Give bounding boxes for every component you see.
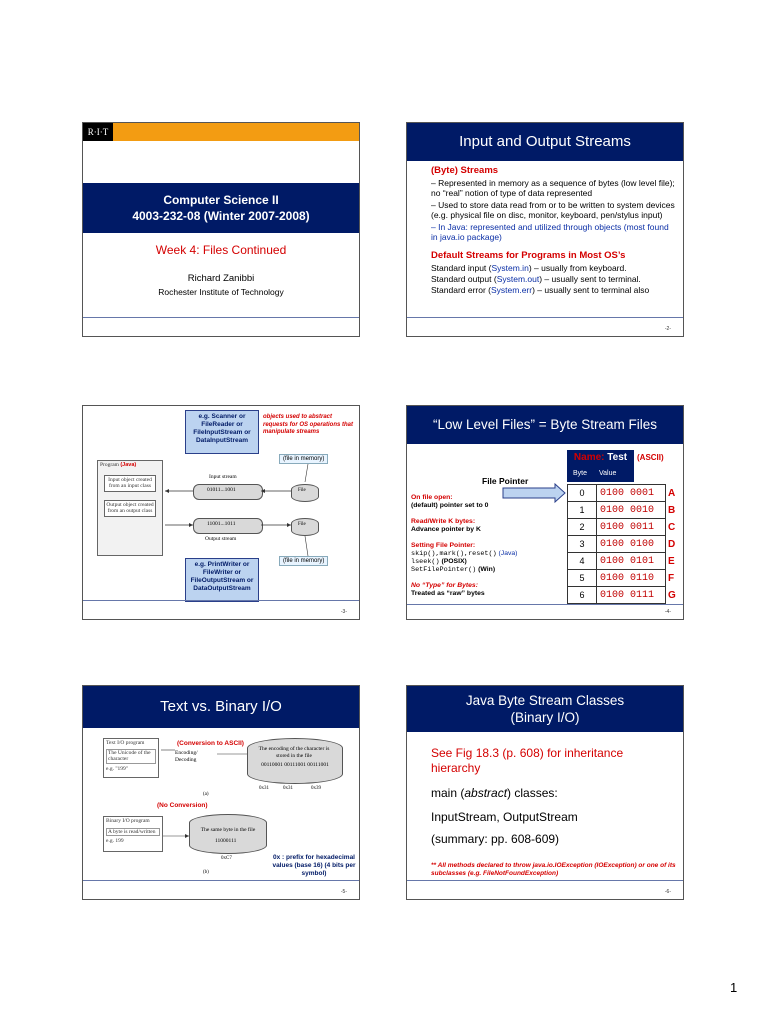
byte-index: 5	[568, 570, 597, 587]
note-heading: Setting File Pointer:	[411, 542, 476, 549]
byte-table	[567, 484, 679, 604]
byte-value: 0100 0101	[597, 553, 666, 570]
hex-value: 0x31	[283, 786, 293, 791]
file-label: File	[298, 488, 306, 493]
file-name-header: Name: Test	[567, 450, 634, 466]
output-stream-label: Output stream	[205, 536, 237, 542]
byte-index: 2	[568, 519, 597, 536]
bullet: – Used to store data read from or to be written to system devices (e.g. physical file on disc, monitor, keyboard, pen/stylus input)	[431, 200, 675, 220]
text-io-box: Text I/O program The Unicode of the character e.g. "199"	[103, 738, 159, 778]
slide-footer	[407, 317, 683, 336]
slide-footer	[407, 880, 683, 899]
file-in-memory-label: (file in memory)	[279, 454, 328, 464]
abstraction-note: objects used to abstract requests for OS operations that manipulate streams	[263, 414, 354, 435]
body-line: InputStream, OutputStream	[431, 810, 578, 824]
code-line: SetFilePointer() (Win)	[411, 566, 496, 574]
encoding-label: Encoding/ Decoding	[175, 750, 198, 763]
body-line: (summary: pp. 608-609)	[431, 832, 560, 846]
ascii-char: E	[668, 555, 675, 567]
file-in-memory-label: (file in memory)	[279, 556, 328, 566]
byte-value: 0100 0100	[597, 536, 666, 553]
slide-page-number: -3-	[340, 609, 347, 615]
exception-note: ** All methods declared to throw java.io.IOException (IOException) or one of its subclasses (e.g. FileNotFoundException)	[431, 862, 676, 877]
course-code: 4003-232-08 (Winter 2007-2008)	[132, 209, 310, 223]
slide-page-number: -2-	[664, 326, 671, 332]
table-row	[568, 587, 679, 604]
slide-footer	[83, 600, 359, 619]
byte-value: 0100 0010	[597, 502, 666, 519]
byte-value: 0100 0011	[597, 519, 666, 536]
body-line: See Fig 18.3 (p. 608) for inheritance hierarchy	[431, 746, 624, 775]
slide-title: “Low Level Files” = Byte Stream Files	[407, 406, 683, 444]
note-body: Advance pointer by K	[411, 526, 481, 533]
byte-value: 0100 0111	[597, 587, 666, 604]
hex-value: 0xC7	[221, 856, 232, 861]
slide-title: Java Byte Stream Classes (Binary I/O)	[407, 686, 683, 732]
slide-1	[82, 122, 360, 337]
note-heading: No “Type” for Bytes:	[411, 582, 478, 589]
rit-logo: R·I·T	[83, 123, 113, 141]
ascii-char: B	[668, 504, 676, 516]
ascii-char: D	[668, 538, 676, 550]
conversion-label: (Conversion to ASCII)	[177, 740, 244, 747]
bullet: – In Java: represented and utilized through objects (most found in java.io package)	[431, 222, 669, 242]
author: Richard Zanibbi	[187, 273, 255, 284]
slide-footer	[407, 604, 683, 619]
ascii-char: C	[668, 521, 676, 533]
slide-title: Text vs. Binary I/O	[83, 686, 359, 728]
ascii-char: G	[668, 589, 676, 601]
note-heading: Read/Write K bytes:	[411, 518, 476, 525]
output-bits: 11001...1011	[207, 521, 236, 527]
stream-line: Standard error (System.err) – usually sent to terminal also	[431, 285, 650, 295]
slide-6	[406, 685, 684, 900]
byte-index: 6	[568, 587, 597, 604]
note-body: (default) pointer set to 0	[411, 502, 489, 509]
slide-2	[406, 122, 684, 337]
encoding-bits: 00110001 00111001 00111001	[261, 762, 329, 768]
hex-prefix-note: 0x : prefix for hexadecimal values (base 16) (4 bits per symbol)	[272, 854, 356, 877]
figure-label: (b)	[203, 870, 209, 875]
table-row	[568, 536, 679, 553]
week-title: Week 4: Files Continued	[155, 243, 287, 257]
byte-index: 3	[568, 536, 597, 553]
stream-line: Standard input (System.in) – usually from keyboard.	[431, 263, 627, 273]
page-number: 1	[730, 980, 738, 995]
ascii-char: F	[668, 572, 675, 584]
ascii-label: (ASCII)	[637, 453, 664, 462]
table-row	[568, 502, 679, 519]
file-pointer-label: File Pointer	[482, 476, 529, 486]
table-row	[568, 570, 679, 587]
callout-output-classes: e.g. PrintWriter or FileWriter or FileOutputStream or DataOutputStream	[185, 558, 259, 602]
course-title: Computer Science II	[163, 193, 279, 207]
byte-index: 4	[568, 553, 597, 570]
stream-line: Standard output (System.out) – usually sent to terminal.	[431, 274, 641, 284]
binary-bits: 11000111	[215, 838, 237, 844]
hex-value: 0x31	[259, 786, 269, 791]
column-headers: Byte Value	[567, 466, 634, 482]
institution: Rochester Institute of Technology	[158, 287, 284, 297]
output-object: Output object created from an output class	[104, 500, 156, 517]
section-heading: (Byte) Streams	[431, 165, 499, 176]
file-label: File	[298, 522, 306, 527]
slide-5	[82, 685, 360, 900]
encoding-description: The encoding of the character is stored in the file	[258, 746, 330, 759]
slide-4	[406, 405, 684, 620]
slide-3	[82, 405, 360, 620]
course-banner	[83, 183, 359, 233]
logo-bar	[83, 123, 359, 141]
note-body: Treated as “raw” bytes	[411, 590, 485, 597]
note-heading: On file open:	[411, 494, 453, 501]
program-box: Program (Java) Input object created from an input class Output object created from an output class	[97, 460, 163, 556]
code-line: skip(),mark(),reset() (Java)	[411, 550, 518, 558]
ascii-char: A	[668, 487, 676, 499]
byte-value: 0100 0110	[597, 570, 666, 587]
input-object: Input object created from an input class	[104, 475, 156, 492]
no-conversion-label: (No Conversion)	[157, 802, 208, 809]
slide-title: Input and Output Streams	[407, 123, 683, 161]
input-bits: 01011...1001	[207, 487, 236, 493]
slide-footer	[83, 317, 359, 336]
table-row	[568, 485, 679, 502]
slide-page-number: -5-	[340, 889, 347, 895]
binary-io-box: Binary I/O program A byte is read/written e.g. 199	[103, 816, 163, 852]
callout-input-classes: e.g. Scanner or FileReader or FileInputStream or DataInputStream	[185, 410, 259, 454]
slide-page-number: -4-	[664, 609, 671, 615]
section-heading: Default Streams for Programs in Most OS’s	[431, 250, 626, 261]
byte-value: 0100 0001	[597, 485, 666, 502]
input-stream-label: Input stream	[209, 474, 237, 480]
hex-value: 0x39	[311, 786, 321, 791]
byte-index: 0	[568, 485, 597, 502]
byte-index: 1	[568, 502, 597, 519]
slide-page-number: -6-	[664, 889, 671, 895]
bullet: – Represented in memory as a sequence of bytes (low level file); no “real” notion of type of data represented	[431, 178, 675, 198]
slide-footer	[83, 880, 359, 899]
code-line: lseek() (POSIX)	[411, 558, 467, 566]
binary-file-label: The same byte in the file	[200, 827, 256, 833]
body-line: main (abstract) classes:	[431, 786, 558, 800]
table-row	[568, 553, 679, 570]
figure-label: (a)	[203, 792, 209, 797]
table-row	[568, 519, 679, 536]
